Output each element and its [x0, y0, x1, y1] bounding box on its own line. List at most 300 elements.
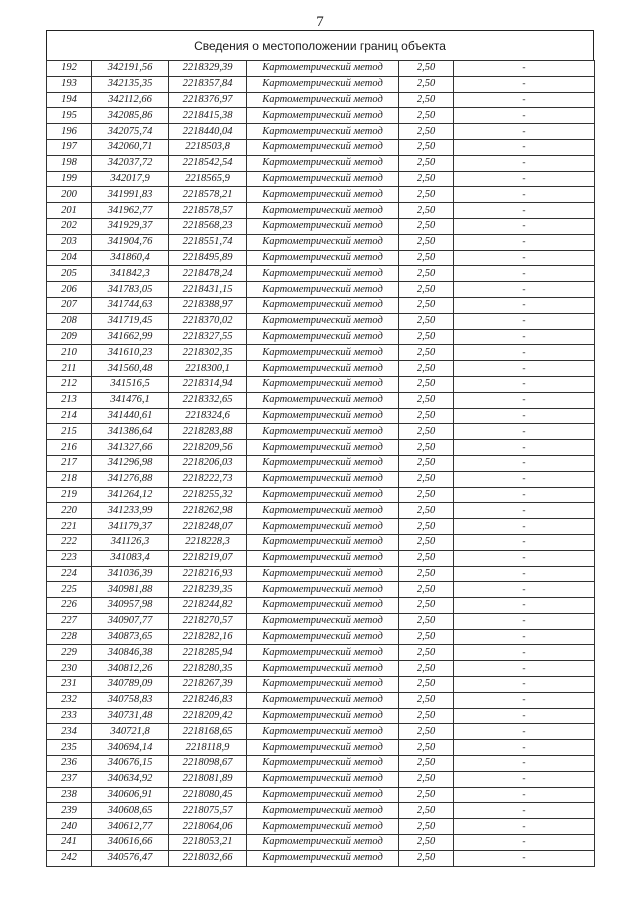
description-cell: -: [454, 661, 595, 677]
table-row: [47, 250, 595, 266]
table-row: [47, 440, 595, 456]
accuracy-cell: 2,50: [399, 708, 454, 724]
description-cell: -: [454, 76, 595, 92]
method-cell: Картометрический метод: [247, 250, 399, 266]
method-cell: Картометрический метод: [247, 345, 399, 361]
point-number-cell: 226: [47, 598, 92, 614]
accuracy-cell: 2,50: [399, 329, 454, 345]
table-row: [47, 645, 595, 661]
point-number-cell: 233: [47, 708, 92, 724]
point-number-cell: 201: [47, 203, 92, 219]
y-coordinate-cell: 2218285,94: [169, 645, 247, 661]
table-row: [47, 582, 595, 598]
y-coordinate-cell: 2218495,89: [169, 250, 247, 266]
method-cell: Картометрический метод: [247, 613, 399, 629]
x-coordinate-cell: 341744,63: [92, 297, 169, 313]
x-coordinate-cell: 341560,48: [92, 361, 169, 377]
x-coordinate-cell: 341386,64: [92, 424, 169, 440]
method-cell: Картометрический метод: [247, 819, 399, 835]
table-row: [47, 108, 595, 124]
description-cell: -: [454, 92, 595, 108]
accuracy-cell: 2,50: [399, 740, 454, 756]
table-row: [47, 677, 595, 693]
method-cell: Картометрический метод: [247, 313, 399, 329]
accuracy-cell: 2,50: [399, 534, 454, 550]
accuracy-cell: 2,50: [399, 392, 454, 408]
method-cell: Картометрический метод: [247, 582, 399, 598]
x-coordinate-cell: 341296,98: [92, 455, 169, 471]
point-number-cell: 232: [47, 692, 92, 708]
accuracy-cell: 2,50: [399, 598, 454, 614]
method-cell: Картометрический метод: [247, 139, 399, 155]
accuracy-cell: 2,50: [399, 313, 454, 329]
point-number-cell: 220: [47, 503, 92, 519]
point-number-cell: 211: [47, 361, 92, 377]
accuracy-cell: 2,50: [399, 819, 454, 835]
accuracy-cell: 2,50: [399, 376, 454, 392]
accuracy-cell: 2,50: [399, 424, 454, 440]
x-coordinate-cell: 342191,56: [92, 61, 169, 77]
x-coordinate-cell: 342085,86: [92, 108, 169, 124]
y-coordinate-cell: 2218262,98: [169, 503, 247, 519]
accuracy-cell: 2,50: [399, 787, 454, 803]
x-coordinate-cell: 340731,48: [92, 708, 169, 724]
point-number-cell: 218: [47, 471, 92, 487]
y-coordinate-cell: 2218228,3: [169, 534, 247, 550]
description-cell: -: [454, 361, 595, 377]
point-number-cell: 235: [47, 740, 92, 756]
method-cell: Картометрический метод: [247, 424, 399, 440]
point-number-cell: 198: [47, 155, 92, 171]
x-coordinate-cell: 341440,61: [92, 408, 169, 424]
point-number-cell: 207: [47, 297, 92, 313]
point-number-cell: 199: [47, 171, 92, 187]
method-cell: Картометрический метод: [247, 376, 399, 392]
table-row: [47, 835, 595, 851]
table-row: [47, 787, 595, 803]
method-cell: Картометрический метод: [247, 392, 399, 408]
table-row: [47, 76, 595, 92]
point-number-cell: 194: [47, 92, 92, 108]
accuracy-cell: 2,50: [399, 345, 454, 361]
description-cell: -: [454, 803, 595, 819]
method-cell: Картометрический метод: [247, 171, 399, 187]
description-cell: -: [454, 139, 595, 155]
method-cell: Картометрический метод: [247, 598, 399, 614]
description-cell: -: [454, 598, 595, 614]
y-coordinate-cell: 2218376,97: [169, 92, 247, 108]
method-cell: Картометрический метод: [247, 440, 399, 456]
coordinates-table-body: [47, 61, 595, 867]
description-cell: -: [454, 724, 595, 740]
x-coordinate-cell: 340612,77: [92, 819, 169, 835]
accuracy-cell: 2,50: [399, 724, 454, 740]
description-cell: -: [454, 645, 595, 661]
table-row: [47, 503, 595, 519]
y-coordinate-cell: 2218053,21: [169, 835, 247, 851]
y-coordinate-cell: 2218219,07: [169, 550, 247, 566]
x-coordinate-cell: 340789,09: [92, 677, 169, 693]
accuracy-cell: 2,50: [399, 661, 454, 677]
x-coordinate-cell: 341991,83: [92, 187, 169, 203]
accuracy-cell: 2,50: [399, 250, 454, 266]
y-coordinate-cell: 2218431,15: [169, 282, 247, 298]
y-coordinate-cell: 2218118,9: [169, 740, 247, 756]
table-row: [47, 424, 595, 440]
method-cell: Картометрический метод: [247, 771, 399, 787]
point-number-cell: 229: [47, 645, 92, 661]
point-number-cell: 236: [47, 756, 92, 772]
description-cell: -: [454, 519, 595, 535]
table-row: [47, 345, 595, 361]
method-cell: Картометрический метод: [247, 677, 399, 693]
method-cell: Картометрический метод: [247, 850, 399, 866]
method-cell: Картометрический метод: [247, 266, 399, 282]
description-cell: -: [454, 534, 595, 550]
description-cell: -: [454, 613, 595, 629]
accuracy-cell: 2,50: [399, 645, 454, 661]
x-coordinate-cell: 341719,45: [92, 313, 169, 329]
method-cell: Картометрический метод: [247, 218, 399, 234]
description-cell: -: [454, 787, 595, 803]
x-coordinate-cell: 340676,15: [92, 756, 169, 772]
description-cell: -: [454, 171, 595, 187]
method-cell: Картометрический метод: [247, 187, 399, 203]
point-number-cell: 205: [47, 266, 92, 282]
table-row: [47, 329, 595, 345]
y-coordinate-cell: 2218080,45: [169, 787, 247, 803]
method-cell: Картометрический метод: [247, 471, 399, 487]
y-coordinate-cell: 2218565,9: [169, 171, 247, 187]
x-coordinate-cell: 340812,26: [92, 661, 169, 677]
x-coordinate-cell: 340758,83: [92, 692, 169, 708]
y-coordinate-cell: 2218081,89: [169, 771, 247, 787]
description-cell: -: [454, 835, 595, 851]
y-coordinate-cell: 2218280,35: [169, 661, 247, 677]
x-coordinate-cell: 342112,66: [92, 92, 169, 108]
accuracy-cell: 2,50: [399, 440, 454, 456]
method-cell: Картометрический метод: [247, 108, 399, 124]
description-cell: -: [454, 850, 595, 866]
x-coordinate-cell: 340608,65: [92, 803, 169, 819]
description-cell: -: [454, 282, 595, 298]
table-row: [47, 740, 595, 756]
accuracy-cell: 2,50: [399, 582, 454, 598]
accuracy-cell: 2,50: [399, 171, 454, 187]
table-row: [47, 455, 595, 471]
x-coordinate-cell: 341036,39: [92, 566, 169, 582]
table-row: [47, 139, 595, 155]
method-cell: Картометрический метод: [247, 740, 399, 756]
y-coordinate-cell: 2218542,54: [169, 155, 247, 171]
point-number-cell: 231: [47, 677, 92, 693]
description-cell: -: [454, 819, 595, 835]
x-coordinate-cell: 342075,74: [92, 124, 169, 140]
method-cell: Картометрический метод: [247, 282, 399, 298]
table-row: [47, 756, 595, 772]
y-coordinate-cell: 2218388,97: [169, 297, 247, 313]
x-coordinate-cell: 341179,37: [92, 519, 169, 535]
accuracy-cell: 2,50: [399, 155, 454, 171]
description-cell: -: [454, 329, 595, 345]
point-number-cell: 202: [47, 218, 92, 234]
description-cell: -: [454, 218, 595, 234]
y-coordinate-cell: 2218314,94: [169, 376, 247, 392]
accuracy-cell: 2,50: [399, 803, 454, 819]
table-row: [47, 155, 595, 171]
accuracy-cell: 2,50: [399, 92, 454, 108]
description-cell: -: [454, 108, 595, 124]
y-coordinate-cell: 2218300,1: [169, 361, 247, 377]
point-number-cell: 227: [47, 613, 92, 629]
method-cell: Картометрический метод: [247, 629, 399, 645]
method-cell: Картометрический метод: [247, 645, 399, 661]
point-number-cell: 219: [47, 487, 92, 503]
description-cell: -: [454, 203, 595, 219]
y-coordinate-cell: 2218440,04: [169, 124, 247, 140]
method-cell: Картометрический метод: [247, 724, 399, 740]
y-coordinate-cell: 2218064,06: [169, 819, 247, 835]
point-number-cell: 242: [47, 850, 92, 866]
method-cell: Картометрический метод: [247, 329, 399, 345]
x-coordinate-cell: 341860,4: [92, 250, 169, 266]
y-coordinate-cell: 2218267,39: [169, 677, 247, 693]
point-number-cell: 225: [47, 582, 92, 598]
x-coordinate-cell: 341083,4: [92, 550, 169, 566]
accuracy-cell: 2,50: [399, 771, 454, 787]
description-cell: -: [454, 408, 595, 424]
y-coordinate-cell: 2218206,03: [169, 455, 247, 471]
accuracy-cell: 2,50: [399, 282, 454, 298]
x-coordinate-cell: 341962,77: [92, 203, 169, 219]
x-coordinate-cell: 341126,3: [92, 534, 169, 550]
y-coordinate-cell: 2218032,66: [169, 850, 247, 866]
method-cell: Картометрический метод: [247, 76, 399, 92]
point-number-cell: 230: [47, 661, 92, 677]
description-cell: -: [454, 376, 595, 392]
accuracy-cell: 2,50: [399, 266, 454, 282]
y-coordinate-cell: 2218239,35: [169, 582, 247, 598]
x-coordinate-cell: 342037,72: [92, 155, 169, 171]
point-number-cell: 228: [47, 629, 92, 645]
x-coordinate-cell: 341904,76: [92, 234, 169, 250]
table-row: [47, 708, 595, 724]
method-cell: Картометрический метод: [247, 455, 399, 471]
method-cell: Картометрический метод: [247, 487, 399, 503]
description-cell: -: [454, 471, 595, 487]
method-cell: Картометрический метод: [247, 692, 399, 708]
table-row: [47, 850, 595, 866]
y-coordinate-cell: 2218248,07: [169, 519, 247, 535]
accuracy-cell: 2,50: [399, 361, 454, 377]
description-cell: -: [454, 550, 595, 566]
accuracy-cell: 2,50: [399, 297, 454, 313]
table-row: [47, 803, 595, 819]
point-number-cell: 239: [47, 803, 92, 819]
x-coordinate-cell: 340606,91: [92, 787, 169, 803]
y-coordinate-cell: 2218568,23: [169, 218, 247, 234]
point-number-cell: 212: [47, 376, 92, 392]
point-number-cell: 203: [47, 234, 92, 250]
description-cell: -: [454, 297, 595, 313]
method-cell: Картометрический метод: [247, 566, 399, 582]
y-coordinate-cell: 2218075,57: [169, 803, 247, 819]
y-coordinate-cell: 2218327,55: [169, 329, 247, 345]
table-row: [47, 771, 595, 787]
point-number-cell: 214: [47, 408, 92, 424]
accuracy-cell: 2,50: [399, 408, 454, 424]
accuracy-cell: 2,50: [399, 566, 454, 582]
accuracy-cell: 2,50: [399, 629, 454, 645]
table-row: [47, 692, 595, 708]
method-cell: Картометрический метод: [247, 408, 399, 424]
table-row: [47, 297, 595, 313]
method-cell: Картометрический метод: [247, 534, 399, 550]
table-row: [47, 613, 595, 629]
method-cell: Картометрический метод: [247, 155, 399, 171]
x-coordinate-cell: 340694,14: [92, 740, 169, 756]
table-row: [47, 534, 595, 550]
y-coordinate-cell: 2218255,32: [169, 487, 247, 503]
y-coordinate-cell: 2218216,93: [169, 566, 247, 582]
method-cell: Картометрический метод: [247, 203, 399, 219]
y-coordinate-cell: 2218098,67: [169, 756, 247, 772]
point-number-cell: 234: [47, 724, 92, 740]
method-cell: Картометрический метод: [247, 756, 399, 772]
table-row: [47, 203, 595, 219]
accuracy-cell: 2,50: [399, 139, 454, 155]
description-cell: -: [454, 566, 595, 582]
y-coordinate-cell: 2218370,02: [169, 313, 247, 329]
description-cell: -: [454, 61, 595, 77]
method-cell: Картометрический метод: [247, 61, 399, 77]
point-number-cell: 238: [47, 787, 92, 803]
point-number-cell: 216: [47, 440, 92, 456]
x-coordinate-cell: 341264,12: [92, 487, 169, 503]
y-coordinate-cell: 2218324,6: [169, 408, 247, 424]
accuracy-cell: 2,50: [399, 550, 454, 566]
method-cell: Картометрический метод: [247, 787, 399, 803]
x-coordinate-cell: 340873,65: [92, 629, 169, 645]
description-cell: -: [454, 503, 595, 519]
y-coordinate-cell: 2218578,21: [169, 187, 247, 203]
table-row: [47, 392, 595, 408]
table-row: [47, 282, 595, 298]
method-cell: Картометрический метод: [247, 803, 399, 819]
point-number-cell: 195: [47, 108, 92, 124]
point-number-cell: 221: [47, 519, 92, 535]
accuracy-cell: 2,50: [399, 471, 454, 487]
description-cell: -: [454, 708, 595, 724]
table-row: [47, 471, 595, 487]
table-row: [47, 487, 595, 503]
x-coordinate-cell: 340957,98: [92, 598, 169, 614]
method-cell: Картометрический метод: [247, 297, 399, 313]
point-number-cell: 208: [47, 313, 92, 329]
table-row: [47, 819, 595, 835]
accuracy-cell: 2,50: [399, 218, 454, 234]
table-row: [47, 661, 595, 677]
x-coordinate-cell: 341327,66: [92, 440, 169, 456]
point-number-cell: 193: [47, 76, 92, 92]
accuracy-cell: 2,50: [399, 124, 454, 140]
method-cell: Картометрический метод: [247, 519, 399, 535]
point-number-cell: 217: [47, 455, 92, 471]
point-number-cell: 197: [47, 139, 92, 155]
method-cell: Картометрический метод: [247, 92, 399, 108]
x-coordinate-cell: 342060,71: [92, 139, 169, 155]
point-number-cell: 204: [47, 250, 92, 266]
y-coordinate-cell: 2218478,24: [169, 266, 247, 282]
point-number-cell: 224: [47, 566, 92, 582]
table-row: [47, 550, 595, 566]
table-row: [47, 519, 595, 535]
x-coordinate-cell: 341476,1: [92, 392, 169, 408]
x-coordinate-cell: 341516,5: [92, 376, 169, 392]
point-number-cell: 206: [47, 282, 92, 298]
description-cell: -: [454, 756, 595, 772]
description-cell: -: [454, 629, 595, 645]
description-cell: -: [454, 582, 595, 598]
point-number-cell: 241: [47, 835, 92, 851]
y-coordinate-cell: 2218168,65: [169, 724, 247, 740]
y-coordinate-cell: 2218282,16: [169, 629, 247, 645]
accuracy-cell: 2,50: [399, 677, 454, 693]
description-cell: -: [454, 740, 595, 756]
point-number-cell: 240: [47, 819, 92, 835]
x-coordinate-cell: 340846,38: [92, 645, 169, 661]
point-number-cell: 209: [47, 329, 92, 345]
method-cell: Картометрический метод: [247, 234, 399, 250]
table-title: Сведения о местоположении границ объекта: [46, 30, 594, 60]
table-row: [47, 629, 595, 645]
y-coordinate-cell: 2218209,42: [169, 708, 247, 724]
point-number-cell: 215: [47, 424, 92, 440]
y-coordinate-cell: 2218332,65: [169, 392, 247, 408]
accuracy-cell: 2,50: [399, 108, 454, 124]
table-row: [47, 266, 595, 282]
x-coordinate-cell: 340907,77: [92, 613, 169, 629]
point-number-cell: 196: [47, 124, 92, 140]
x-coordinate-cell: 341929,37: [92, 218, 169, 234]
accuracy-cell: 2,50: [399, 835, 454, 851]
accuracy-cell: 2,50: [399, 756, 454, 772]
method-cell: Картометрический метод: [247, 661, 399, 677]
description-cell: -: [454, 266, 595, 282]
table-row: [47, 313, 595, 329]
method-cell: Картометрический метод: [247, 550, 399, 566]
description-cell: -: [454, 771, 595, 787]
point-number-cell: 200: [47, 187, 92, 203]
accuracy-cell: 2,50: [399, 503, 454, 519]
table-row: [47, 124, 595, 140]
accuracy-cell: 2,50: [399, 187, 454, 203]
table-row: [47, 234, 595, 250]
accuracy-cell: 2,50: [399, 203, 454, 219]
page-number: 7: [316, 14, 324, 30]
point-number-cell: 222: [47, 534, 92, 550]
method-cell: Картометрический метод: [247, 835, 399, 851]
description-cell: -: [454, 677, 595, 693]
y-coordinate-cell: 2218357,84: [169, 76, 247, 92]
x-coordinate-cell: 342017,9: [92, 171, 169, 187]
description-cell: -: [454, 455, 595, 471]
point-number-cell: 192: [47, 61, 92, 77]
accuracy-cell: 2,50: [399, 76, 454, 92]
description-cell: -: [454, 345, 595, 361]
table-row: [47, 61, 595, 77]
x-coordinate-cell: 341276,88: [92, 471, 169, 487]
